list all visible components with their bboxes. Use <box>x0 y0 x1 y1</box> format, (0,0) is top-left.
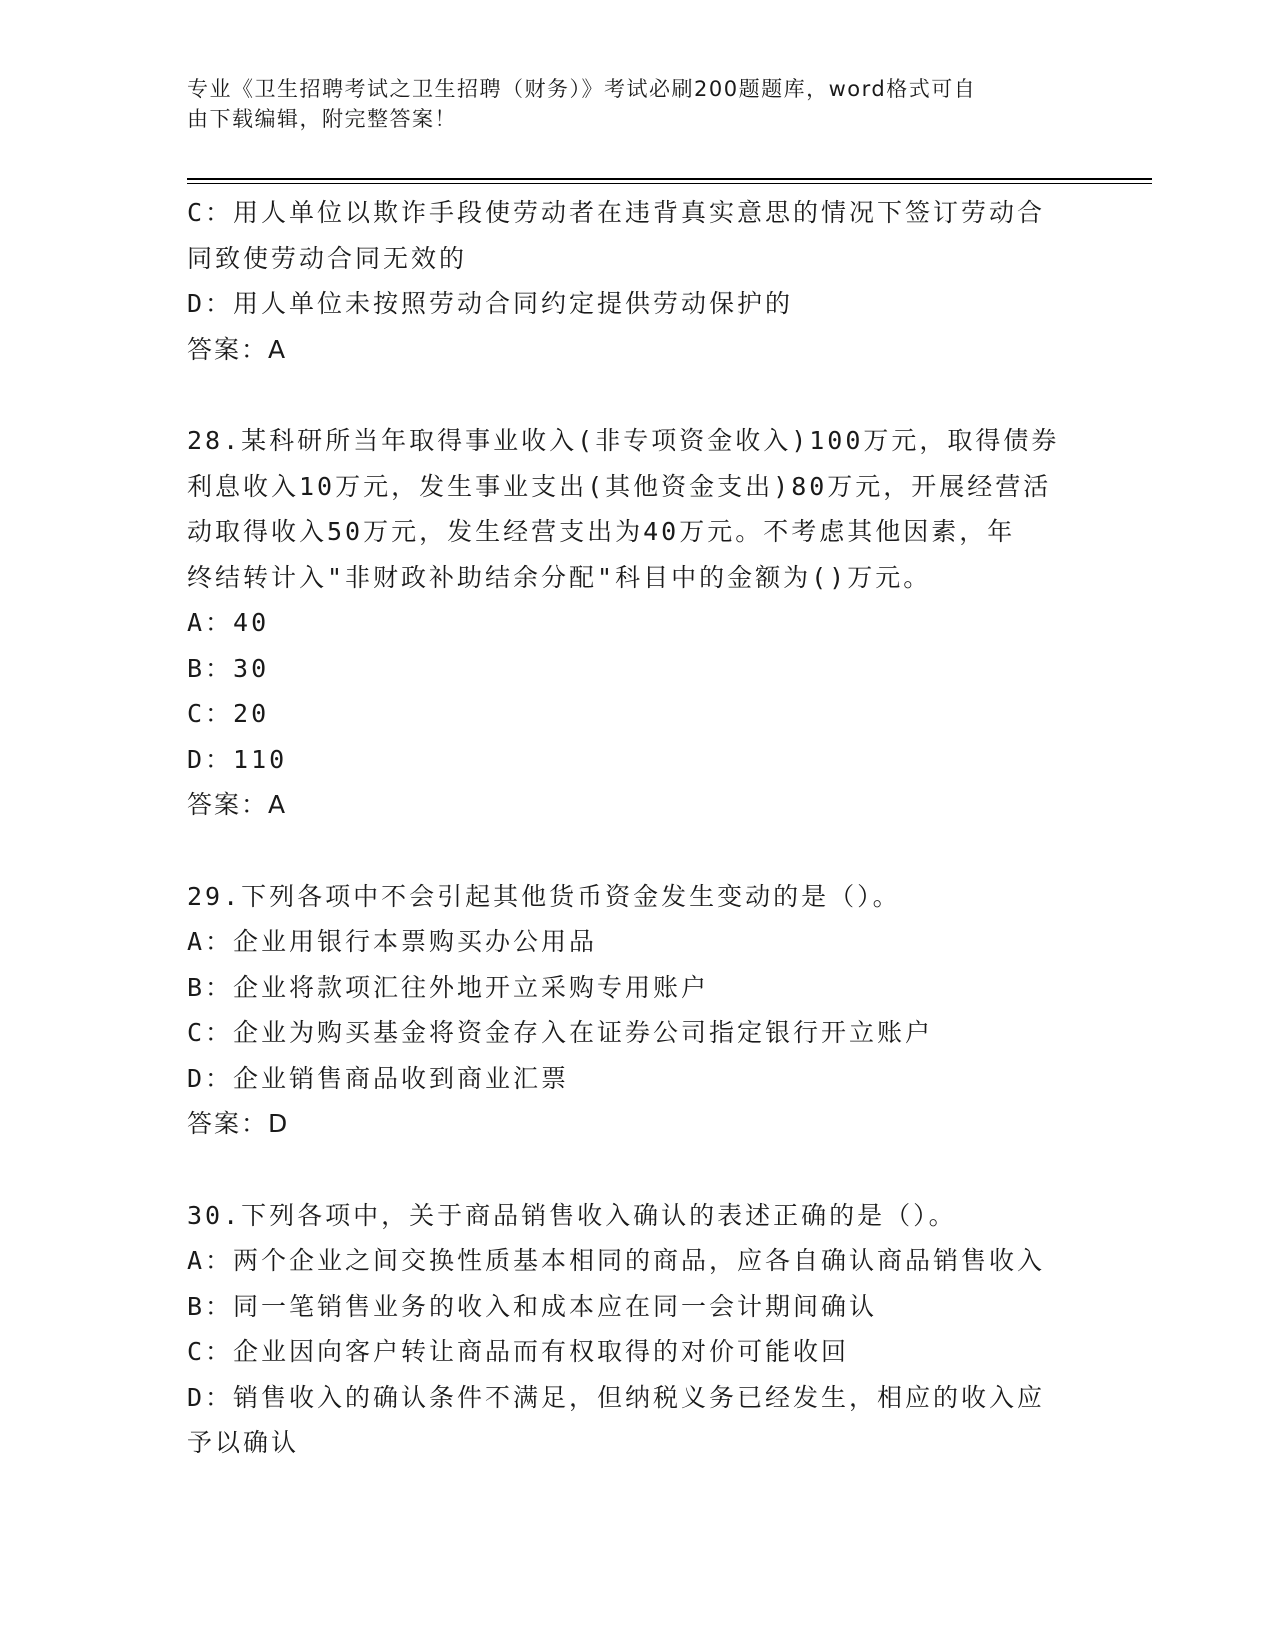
q30-stem: 30.下列各项中，关于商品销售收入确认的表述正确的是（）。 <box>187 1200 957 1230</box>
q28-option-d: D：110 <box>187 744 288 774</box>
q30-option-c: C：企业因向客户转让商品而有权取得的对价可能收回 <box>187 1337 850 1366</box>
header-divider-thin <box>187 183 1152 184</box>
header-title-line-1: 专业《卫生招聘考试之卫生招聘（财务）》考试必刷200题题库，word格式可自 <box>187 77 977 101</box>
header-divider-thick <box>187 178 1152 180</box>
q28-option-b: B：30 <box>187 653 270 683</box>
q28-stem-line-4: 终结转计入"非财政补助结余分配"科目中的金额为()万元。 <box>187 562 932 592</box>
document-header <box>187 74 1087 134</box>
q29-option-c: C：企业为购买基金将资金存入在证券公司指定银行开立账户 <box>187 1018 934 1047</box>
q29-answer: 答案：D <box>187 1109 290 1138</box>
q30-option-b: B：同一笔销售业务的收入和成本应在同一会计期间确认 <box>187 1291 878 1321</box>
q28-stem-line-1: 28.某科研所当年取得事业收入(非专项资金收入)100万元，取得债券 <box>187 426 1060 455</box>
q27-option-c-line-1: C：用人单位以欺诈手段使劳动者在违背真实意思的情况下签订劳动合 <box>187 198 1046 227</box>
q27-option-d: D：用人单位未按照劳动合同约定提供劳动保护的 <box>187 289 794 318</box>
question-28 <box>187 418 1087 828</box>
question-29 <box>187 874 1087 1147</box>
q29-stem: 29.下列各项中不会引起其他货币资金发生变动的是（）。 <box>187 881 901 911</box>
q30-option-a: A：两个企业之间交换性质基本相同的商品，应各自确认商品销售收入 <box>187 1246 1046 1275</box>
question-27-tail <box>187 190 1087 372</box>
q27-option-c-line-2: 同致使劳动合同无效的 <box>187 243 468 273</box>
q28-stem-line-2: 利息收入10万元，发生事业支出(其他资金支出)80万元，开展经营活 <box>187 471 1052 501</box>
q29-option-d: D：企业销售商品收到商业汇票 <box>187 1063 570 1093</box>
q28-option-a: A：40 <box>187 608 270 637</box>
q29-option-b: B：企业将款项汇往外地开立采购专用账户 <box>187 972 710 1002</box>
q28-option-c: C：20 <box>187 699 270 728</box>
q30-option-d-line-2: 予以确认 <box>187 1428 300 1457</box>
document-body <box>187 190 1087 1466</box>
q30-option-d-line-1: D：销售收入的确认条件不满足，但纳税义务已经发生，相应的收入应 <box>187 1382 1046 1412</box>
question-30 <box>187 1193 1087 1466</box>
q28-answer: 答案：A <box>187 790 288 819</box>
q27-answer: 答案：A <box>187 334 288 364</box>
q29-option-a: A：企业用银行本票购买办公用品 <box>187 927 598 956</box>
header-title-line-2: 由下载编辑，附完整答案！ <box>187 107 457 131</box>
q28-stem-line-3: 动取得收入50万元，发生经营支出为40万元。不考虑其他因素，年 <box>187 517 1016 546</box>
